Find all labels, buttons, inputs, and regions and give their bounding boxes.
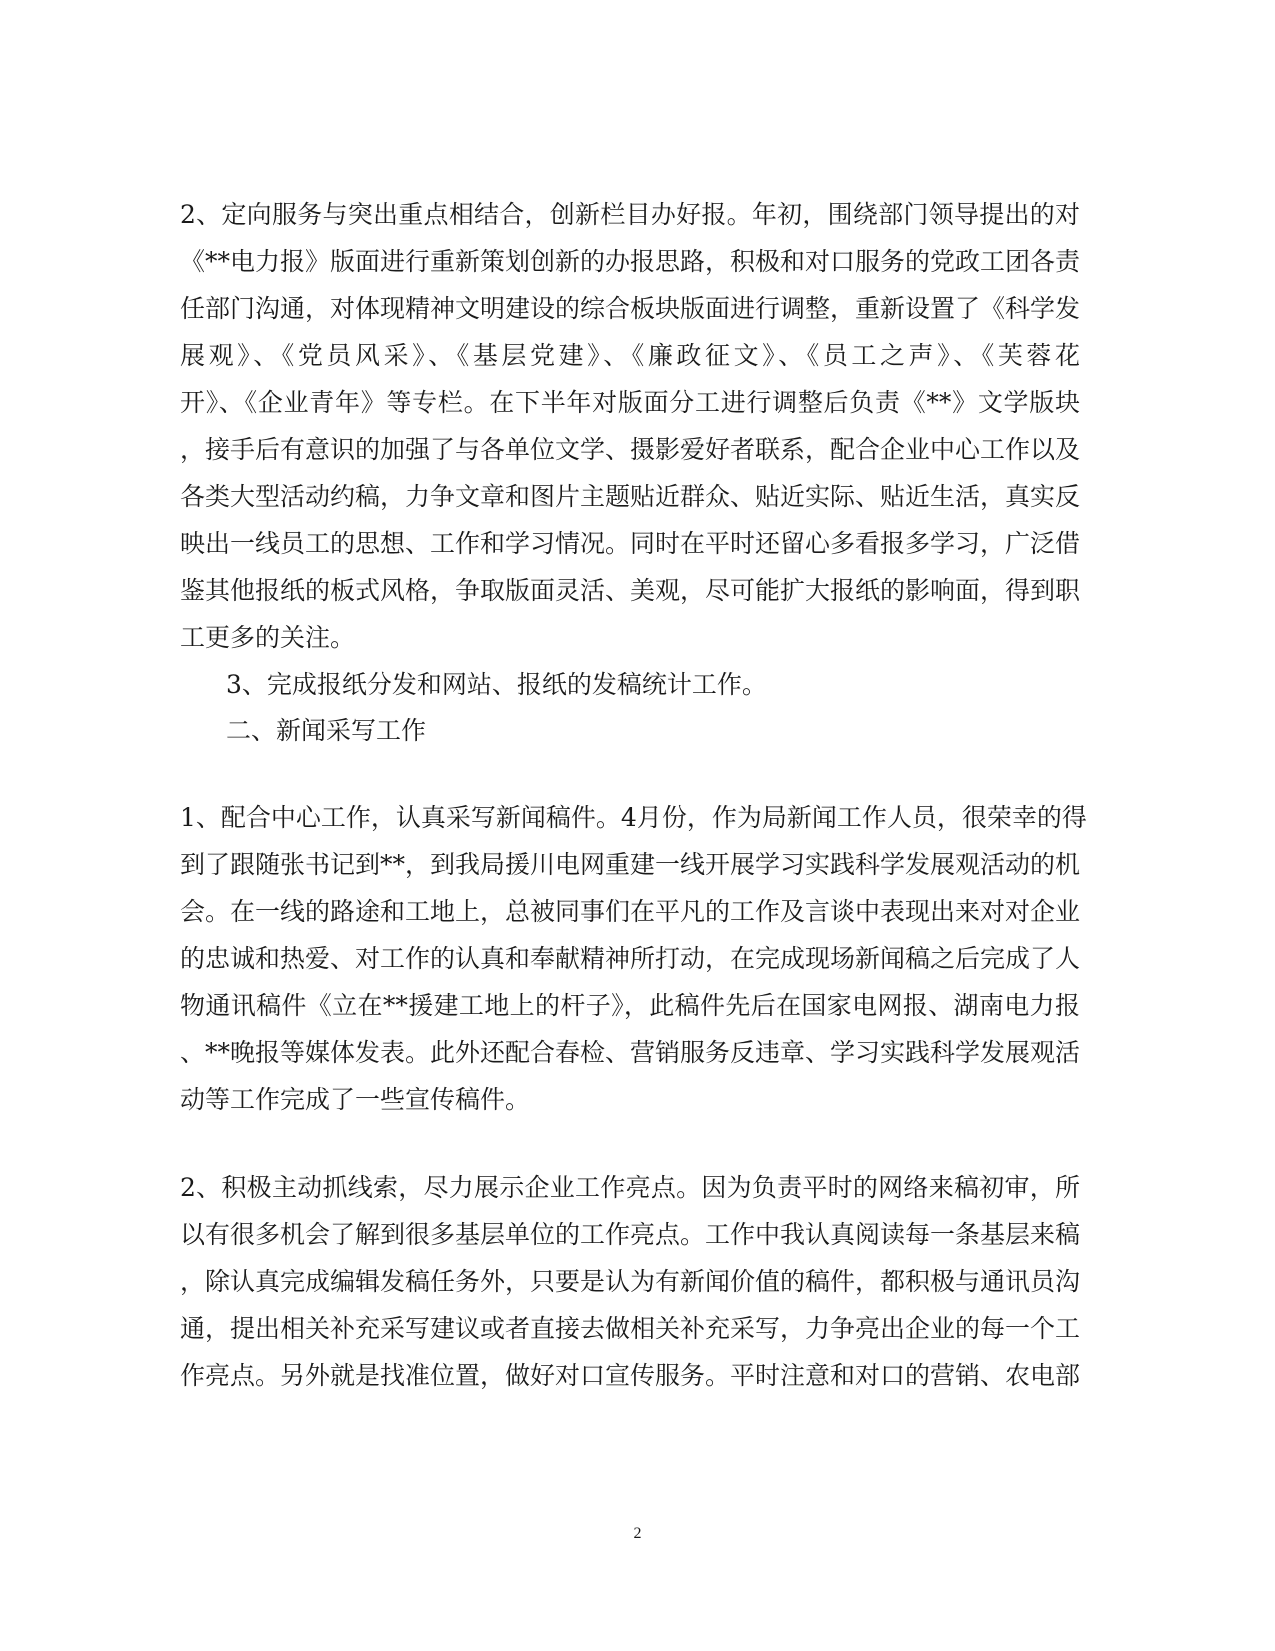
section-heading: 二、新闻采写工作 xyxy=(226,716,427,745)
paragraph-2: 3、完成报纸分发和网站、报纸的发稿统计工作。 xyxy=(226,670,767,699)
text-line: 1、配合中心工作，认真采写新闻稿件。4月份，作为局新闻工作人员，很荣幸的得 xyxy=(180,803,1087,832)
text-line: 作亮点。另外就是找准位置，做好对口宣传服务。平时注意和对口的营销、农电部 xyxy=(180,1361,1081,1390)
text-line: ，接手后有意识的加强了与各单位文学、摄影爱好者联系，配合企业中心工作以及 xyxy=(180,435,1081,464)
text-line: 任部门沟通，对体现精神文明建设的综合板块版面进行调整，重新设置了《科学发 xyxy=(180,294,1081,323)
text-line: 各类大型活动约稿，力争文章和图片主题贴近群众、贴近实际、贴近生活，真实反 xyxy=(180,482,1081,511)
text-line: 通，提出相关补充采写建议或者直接去做相关补充采写，力争亮出企业的每一个工 xyxy=(180,1314,1081,1343)
page-number: 2 xyxy=(633,1525,642,1542)
text-line: 动等工作完成了一些宣传稿件。 xyxy=(180,1085,531,1114)
text-line: 展观》、《党员风采》、《基层党建》、《廉政征文》、《员工之声》、《芙蓉花 xyxy=(180,341,1080,370)
text-line: 2、定向服务与突出重点相结合，创新栏目办好报。年初，围绕部门领导提出的对 xyxy=(180,200,1080,229)
text-line: 《**电力报》版面进行重新策划创新的办报思路，积极和对口服务的党政工团各责 xyxy=(180,247,1081,276)
text-line: 到了跟随张书记到**，到我局援川电网重建一线开展学习实践科学发展观活动的机 xyxy=(180,850,1081,879)
text-line: 以有很多机会了解到很多基层单位的工作亮点。工作中我认真阅读每一条基层来稿 xyxy=(180,1220,1081,1249)
text-line: 鉴其他报纸的板式风格，争取版面灵活、美观，尽可能扩大报纸的影响面，得到职 xyxy=(180,576,1081,605)
text-line: 物通讯稿件《立在**援建工地上的杆子》，此稿件先后在国家电网报、湖南电力报 xyxy=(180,991,1080,1020)
text-line: 、**晚报等媒体发表。此外还配合春检、营销服务反违章、学习实践科学发展观活 xyxy=(180,1038,1081,1067)
text-line: 映出一线员工的思想、工作和学习情况。同时在平时还留心多看报多学习，广泛借 xyxy=(180,529,1081,558)
text-line: 工更多的关注。 xyxy=(180,623,356,652)
text-line: ，除认真完成编辑发稿任务外，只要是认为有新闻价值的稿件，都积极与通讯员沟 xyxy=(180,1267,1081,1296)
text-line: 2、积极主动抓线索，尽力展示企业工作亮点。因为负责平时的网络来稿初审，所 xyxy=(180,1173,1080,1202)
text-line: 会。在一线的路途和工地上，总被同事们在平凡的工作及言谈中表现出来对对企业 xyxy=(180,897,1081,926)
text-line: 的忠诚和热爱、对工作的认真和奉献精神所打动，在完成现场新闻稿之后完成了人 xyxy=(180,944,1081,973)
text-line: 开》、《企业青年》等专栏。在下半年对版面分工进行调整后负责《**》文学版块 xyxy=(180,388,1080,417)
